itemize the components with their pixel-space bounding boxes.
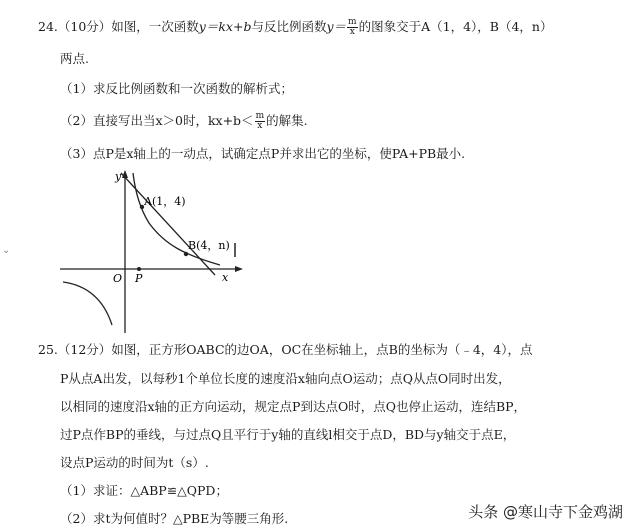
- label-p: P: [135, 272, 143, 285]
- q25-line5: 设点P运动的时间为t（s）.: [60, 455, 209, 470]
- x-axis-arrow: [235, 266, 243, 272]
- q24-part2: [60, 112, 308, 131]
- q25-part1: （1）求证：△ABP≌△QPD；: [60, 483, 228, 498]
- q24-mid: 与反比例函数: [251, 19, 327, 34]
- q25-part2: （2）求t为何值时？△PBE为等腰三角形.: [60, 511, 289, 526]
- watermark: 头条 @寒山寺下金鸡湖: [468, 503, 623, 521]
- label-a: A(1，4): [144, 195, 186, 208]
- q25-line2: P从点A出发，以每秒1个单位长度的速度沿x轴向点O运动；点Q从点O同时出发，: [60, 371, 511, 386]
- fraction-denominator: x: [349, 27, 355, 37]
- q24-part1: （1）求反比例函数和一次函数的解析式；: [60, 81, 293, 96]
- q24-suffix: 的图象交于A（1，4），B（4，n）: [358, 19, 553, 34]
- label-x: x: [222, 271, 229, 284]
- linear-function: y＝kx+b: [198, 19, 252, 34]
- inverse-function-lhs: y＝: [326, 19, 347, 34]
- q24-line2: 两点.: [60, 51, 89, 66]
- fraction-m-over-x: [347, 18, 358, 37]
- label-y: y: [115, 170, 122, 183]
- fraction-numerator: m: [255, 111, 265, 121]
- q25-line4: 过P点作BP的垂线，与过点Q且平行于y轴的直线l相交于点D，BD与y轴交于点E，: [60, 427, 516, 442]
- point-b: [184, 252, 188, 256]
- fraction-numerator: m: [348, 17, 357, 27]
- q24-part2-suffix: 的解集.: [266, 113, 308, 128]
- q24-prefix: 24.（10分）如图，一次函数: [38, 19, 199, 34]
- fraction-denominator: x: [257, 121, 263, 131]
- label-b: B(4，n): [188, 239, 230, 252]
- fraction-m-over-x-2: [255, 112, 266, 131]
- function-graph: [55, 165, 245, 335]
- point-p: [137, 267, 141, 271]
- q24-part3: （3）点P是x轴上的一动点，试确定点P并求出它的坐标，使PA+PB最小.: [60, 146, 466, 161]
- q24-part2-prefix: （2）直接写出当x＞0时，kx+b＜: [60, 113, 254, 128]
- side-mark: ⌄: [2, 245, 11, 256]
- label-o: O: [113, 272, 123, 285]
- q25-line1: 25.（12分）如图，正方形OABC的边OA，OC在坐标轴上，点B的坐标为（﹣4，4），点: [38, 342, 533, 357]
- q25-line3: 以相同的速度沿x轴的正方向运动，规定点P到达点O时，点Q也停止运动，连结BP，: [60, 399, 527, 414]
- linear-line: [121, 173, 215, 275]
- q24-line1: [38, 18, 552, 37]
- hyperbola-branch-3: [63, 282, 112, 325]
